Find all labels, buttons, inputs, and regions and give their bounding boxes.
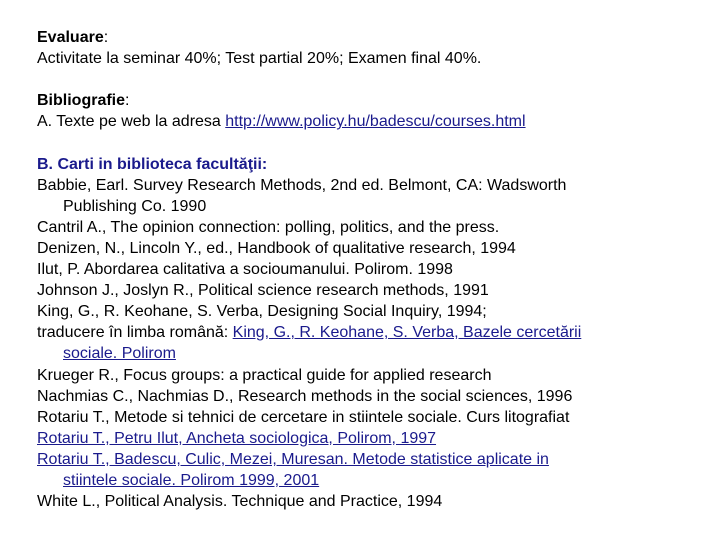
bib-entry-rotariu: Rotariu T., Metode si tehnici de cercetare in stiintele sociale. Curs litografiat [37, 408, 570, 426]
spacer [37, 132, 697, 153]
bib-entry-traducere-continued [37, 343, 697, 364]
bib-entry-babbie-continued: Publishing Co. 1990 [63, 197, 207, 215]
library-books-heading: B. Carti in biblioteca facultăţii: [37, 155, 268, 173]
bib-entry-nachmias: Nachmias C., Nachmias D., Research methods in the social sciences, 1996 [37, 387, 573, 405]
spacer [37, 69, 697, 90]
traducere-prefix: traducere în limba română: [37, 324, 233, 342]
bib-entry-denizen: Denizen, N., Lincoln Y., ed., Handbook of qualitative research, 1994 [37, 239, 516, 257]
bib-entry-traducere [37, 322, 697, 343]
bib-entry-rotariu-ilut [37, 428, 697, 449]
course-web-link[interactable]: http://www.policy.hu/badescu/courses.html [225, 113, 526, 131]
traducere-link-continued[interactable]: sociale. Polirom [63, 345, 176, 363]
traducere-link[interactable]: King, G., R. Keohane, S. Verba, Bazele cercetării [232, 324, 582, 342]
web-texts-prefix: A. Texte pe web la adresa [37, 113, 226, 131]
evaluare-text: Activitate la seminar 40%; Test partial 20%; Examen final 40%. [37, 50, 482, 68]
bibliografie-heading: Bibliografie [37, 92, 126, 110]
evaluare-colon: : [103, 29, 109, 46]
slide-content [37, 27, 697, 512]
bib-entry-king: King, G., R. Keohane, S. Verba, Designing Social Inquiry, 1994; [37, 303, 487, 321]
bibliografie-colon: : [125, 92, 130, 110]
evaluare-heading-line [37, 27, 697, 48]
rotariu-ilut-link[interactable]: Rotariu T., Petru Ilut, Ancheta sociologica, Polirom, 1997 [37, 429, 437, 447]
bibliografie-heading-line [37, 90, 697, 111]
evaluare-heading: Evaluare [37, 29, 104, 46]
bib-entry-rotariu-badescu [37, 449, 697, 470]
rotariu-badescu-link[interactable]: Rotariu T., Badescu, Culic, Mezei, Muresan. Metode statistice aplicate in [37, 450, 549, 468]
bib-entry-ilut: Ilut, P. Abordarea calitativa a socioumanului. Polirom. 1998 [37, 261, 453, 279]
bib-entry-cantril: Cantril A., The opinion connection: polling, politics, and the press. [37, 218, 500, 236]
bib-entry-babbie: Babbie, Earl. Survey Research Methods, 2nd ed. Belmont, CA: Wadsworth [37, 176, 567, 194]
bib-entry-white: White L., Political Analysis. Technique and Practice, 1994 [37, 493, 443, 511]
bib-entry-johnson: Johnson J., Joslyn R., Political science research methods, 1991 [37, 282, 489, 300]
bib-entry-krueger: Krueger R., Focus groups: a practical guide for applied research [37, 366, 492, 384]
bib-entry-rotariu-badescu-continued [37, 470, 697, 491]
rotariu-badescu-link-continued[interactable]: stiintele sociale. Polirom 1999, 2001 [63, 471, 320, 489]
web-texts-line [37, 111, 697, 132]
